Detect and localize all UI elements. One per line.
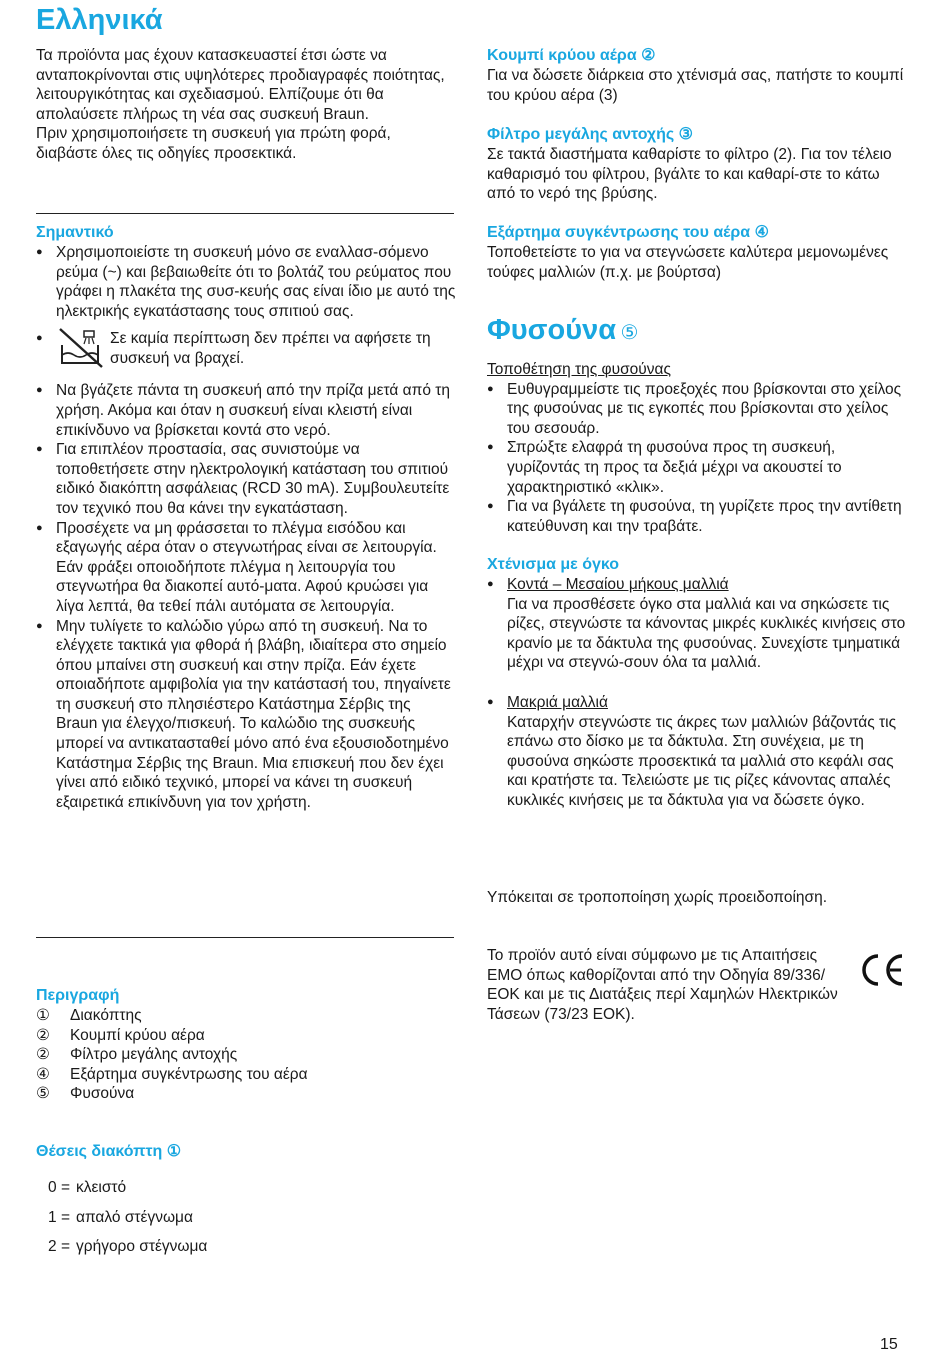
divider [36,213,454,214]
diffuser-heading: Φυσούνα [487,314,617,346]
cool-heading: Κουμπί κρύου αέρα ② [487,47,656,64]
volume-heading: Χτένισμα με όγκο [487,556,620,573]
list-item [487,575,907,673]
switch-row: 1 = απαλό στέγνωμα [48,1208,193,1226]
concentrator-text: Τοποθετείστε το για να στεγνώσετε καλύτερα μεμονωμένες τούφες μαλλιών (π.χ. με βούρτσα) [487,244,889,281]
bullet: ● [36,332,43,345]
filter-section [487,125,907,204]
legend-item: ④ Εξάρτημα συγκέντρωσης του αέρα [36,1065,308,1083]
important-section [36,223,456,812]
volume-section [487,555,907,811]
concentrator-section [487,223,907,282]
short-hair-text: Για να προσθέσετε όγκο στα μαλλιά και να σηκώσετε τις ρίζες, στεγνώστε τα κάνοντας μικρές κυκλικές κινήσεις στο κρανίο με τα δάκτυλα της φυσούνας. Συνεχίστε τμηματικά μέχρι να στεγνώ-σουν όλα τα μαλλιά. [507,595,906,672]
page-title: Ελληνικά [36,4,163,36]
intro-text: Τα προϊόντα μας έχουν κατασκευαστεί έτσι ώστε να ανταποκρίνονται στις υψηλότερες προδιαγραφές ποιότητας, λειτουργικότητας και σχεδιασμού. Ελπίζουμε ότι θα απολαύσετε πλήρως τη νέα σας συσκευή Braun. [36,47,445,123]
intro-text-2: Πριν χρησιμοποιήσετε τη συσκευή για πρώτη φορά, διαβάστε όλες τις οδηγίες προσεκτικά. [36,125,391,162]
long-hair-title: Μακριά μαλλιά [507,693,608,711]
short-hair-title: Κοντά – Μεσαίου μήκους μαλλιά [507,576,729,593]
list-item: ● Προσέχετε να μη φράσσεται το πλέγμα εισόδου και εξαγωγής αέρα όταν ο στεγνωτήρας είναι σε λειτουργία. Εάν φράξει οποιοδήποτε πλέγμα η λειτουργία του στεγνωτήρα θα διακοπεί αυτό-ματα. Αφού κρυώσει για λίγα λεπτά, θα τεθεί πάλι αυτόματα σε λειτουργία. [36,519,456,617]
legend-item: ① Διακόπτης [36,1007,142,1024]
description-section [36,986,456,1104]
warning-text: Σε καμία περίπτωση δεν πρέπει να αφήσετε τη συσκευή να βραχεί. [110,330,431,367]
ce-mark-icon [856,952,908,988]
diffuser-section [487,360,907,536]
page-number: 15 [880,1336,898,1353]
no-water-icon [58,327,104,369]
legend-item: ② Κουμπί κρύου αέρα [36,1026,205,1044]
filter-text: Σε τακτά διαστήματα καθαρίστε το φίλτρο (2). Για τον τέλειο καθαρισμό του φίλτρου, βγάλτε το και καθαρί-στε το κάτω από το νερό της βρύσης. [487,146,892,203]
switch-row: 0 = κλειστό [48,1179,127,1196]
list-item: ● Χρησιμοποιείστε τη συσκευή μόνο σε εναλλασ-σόμενο ρεύμα (~) και βεβαιωθείτε ότι το βολτάζ του ρεύματος που γράφει η πλακέτα της συσ-κευής σας είναι ίδιο με αυτό της ηλεκτρικής εγκατάστασης τους σπιτιού σας. [36,243,456,321]
conformity-text: Το προϊόν αυτό είναι σύμφωνο με τις Απαιτήσεις ΕΜΟ όπως καθορίζονται από την Οδηγία 89/336/ΕΟΚ και με τις Διατάξεις περί Χαμηλών Ηλεκτρικών Τάσεων (73/23 ΕΟΚ). [487,947,838,1023]
switch-row: 2 = γρήγορο στέγνωμα [48,1238,208,1256]
important-heading: Σημαντικό [36,224,114,241]
cool-text: Για να δώσετε διάρκεια στο χτένισμά σας, πατήστε το κουμπί του κρύου αέρα (3) [487,67,904,104]
filter-heading: Φίλτρο μεγάλης αντοχής ③ [487,126,694,143]
description-heading: Περιγραφή [36,987,120,1004]
list-item: ● Μην τυλίγετε το καλώδιο γύρω από τη συσκευή. Να το ελέγχετε τακτικά για φθορά ή βλάβη, ιδιαίτερα στο σημείο όπου μπαίνει στη συσκευή και στην πρίζα. Εάν έχετε οποιαδήποτε αμφιβολία για την κατάστασή του, πηγαίνετε τη συσκευή στο πλησιέστερο Κατάστημα Σέρβις της Braun για έλεγχο/πισκευή. Το καλώδιο της συσκευής μπορεί να αντικατασταθεί μόνο από ένα εξουσιοδοτημένο Κατάστημα Σέρβις της Braun. Μια επισκευή που δεν έχει γίνει από ειδικό τεχνικό, μπορεί να κάνει τη συσκευή εξαιρετικά επικίνδυνη για τον χρήστη. [36,617,456,813]
list-item: ● Για να βγάλετε τη φυσούνα, τη γυρίζετε προς την αντίθετη κατεύθυνση και την τραβάτε. [487,497,907,536]
list-item: ● Να βγάζετε πάντα τη συσκευή από την πρίζα μετά από τη χρήση. Ακόμα και όταν η συσκευή είναι κλειστή είναι επικίνδυνο να βρίσκεται κοντά στο νερό. [36,381,456,440]
legend-item: ② Φίλτρο μεγάλης αντοχής [36,1046,238,1064]
diffuser-number: ⑤ [620,322,639,344]
diffuser-title [487,314,907,347]
intro-section [36,46,456,164]
concentrator-heading: Εξάρτημα συγκέντρωσης του αέρα ④ [487,224,769,241]
warning-item [36,329,456,373]
list-item: ● Ευθυγραμμείστε τις προεξοχές που βρίσκονται στο χείλος της φυσούνας με τις εγκοπές που βρίσκονται στο χείλος του σεσουάρ. [487,380,907,439]
switch-section [36,1142,456,1267]
notice-text: Υπόκειται σε τροποποίηση χωρίς προειδοποίηση. [487,889,828,906]
cool-section [487,46,907,105]
long-hair-text: Καταρχήν στεγνώστε τις άκρες των μαλλιών βάζοντάς τις επάνω στο δίσκο με τα δάκτυλα. Στη συνέχεια, με τη φυσούνα σηκώστε προσεκτικά τα μαλλιά στο κεφάλι σας και κρατήστε τα. Τελειώστε με τις ρίζες κάνοντας απαλές κυκλικές κινήσεις με τα δάκτυλα για να δώσετε όγκο. [507,713,897,809]
divider [36,937,454,938]
list-item: ● Σπρώξτε ελαφρά τη φυσούνα προς τη συσκευή, γυρίζοντάς τη προς τα δεξιά μέχρι να ακουστεί το χαρακτηριστικό «κλικ». [487,438,907,497]
diffuser-subheading: Τοποθέτηση της φυσούνας [487,361,671,378]
legend-item: ⑤ Φυσούνα [36,1085,135,1103]
list-item: ● Για επιπλέον προστασία, σας συνιστούμε να τοποθετήσετε στην ηλεκτρολογική κατάσταση του σπιτιού ειδικό διακόπτη ασφάλειας (RCD 30 mA). Συμβουλευτείτε τον τεχνικό που θα κάνει την εγκατάσταση. [36,440,456,518]
switch-heading: Θέσεις διακόπτη ① [36,1143,182,1160]
list-item [487,693,907,811]
